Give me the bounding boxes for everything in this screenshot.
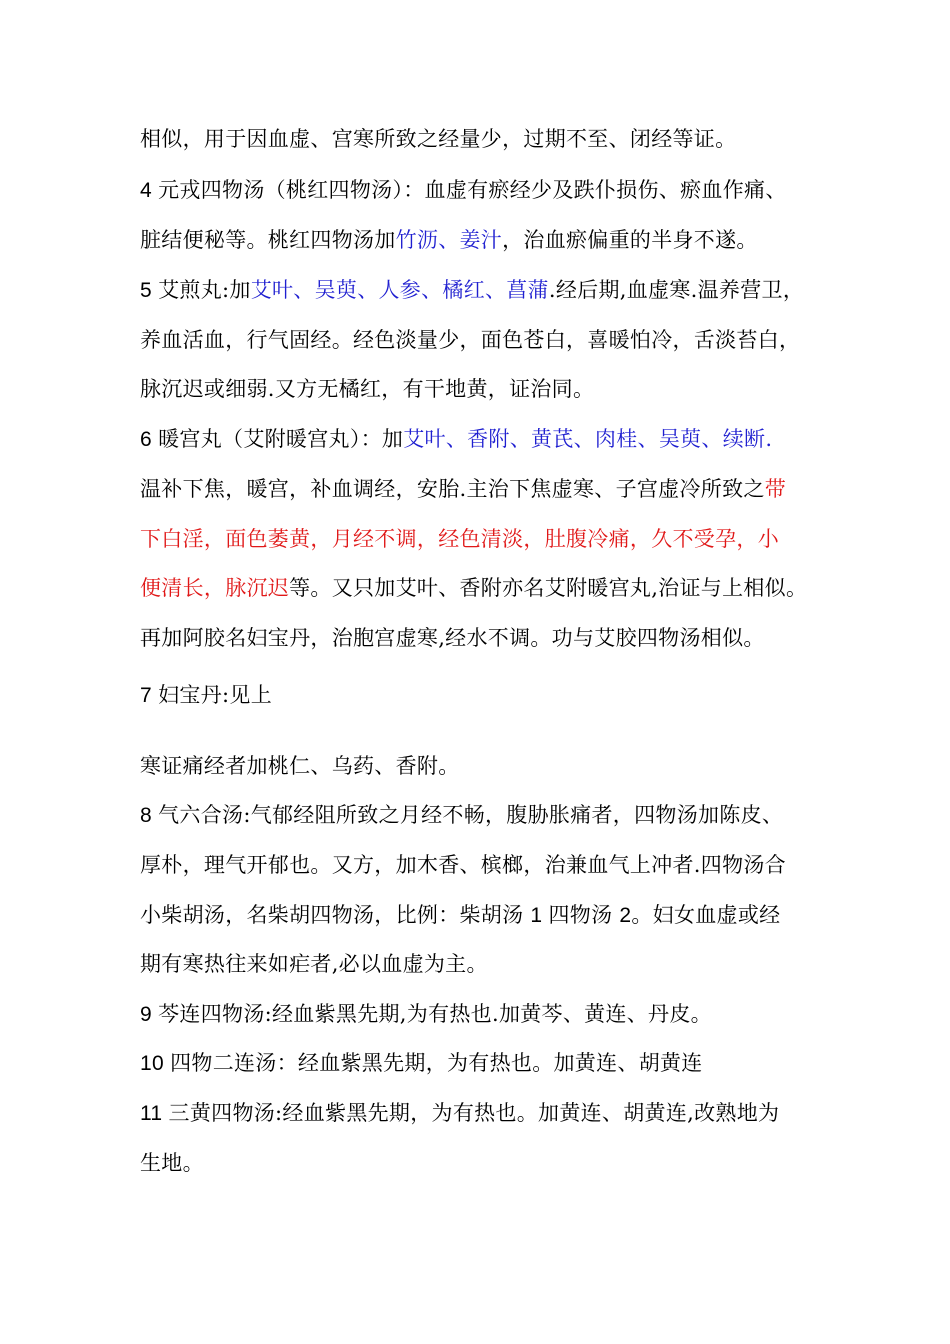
text-line-15 (140, 847, 786, 883)
text-segment: 三黄四物汤:经血紫黑先期，为有热也。加黄连、胡黄连,改熟地为 (168, 1101, 780, 1125)
highlight-blue: 竹沥、姜汁 (395, 228, 503, 252)
highlight-blue: 艾叶、吴萸、人参、橘红、菖蒲 (250, 278, 549, 302)
text-line-4 (140, 272, 804, 308)
ratio-number: 1 (530, 904, 549, 927)
text-segment: 生地。 (140, 1151, 204, 1175)
text-line-14 (140, 797, 783, 833)
item-number-10: 10 (140, 1052, 171, 1075)
highlight-red: 带 (764, 477, 786, 501)
item-number-6: 6 (140, 428, 159, 451)
text-line-18 (140, 996, 712, 1032)
text-segment: 相似，用于因血虚、宫寒所致之经量少，过期不至、闭经等证。 (140, 127, 737, 151)
text-line-3 (140, 222, 758, 258)
text-segment: 气六合汤:气郁经阻所致之月经不畅，腹胁胀痛者，四物汤加陈皮、 (158, 803, 784, 827)
item-number-7: 7 (140, 684, 159, 707)
text-line-11 (140, 620, 765, 656)
text-segment: 再加阿胶名妇宝丹，治胞宫虚寒,经水不调。功与艾胶四物汤相似。 (140, 626, 765, 650)
text-line-6 (140, 371, 594, 407)
text-segment: 脉沉迟或细弱.又方无橘红，有干地黄，证治同。 (140, 377, 595, 401)
text-line-10 (140, 570, 807, 606)
text-line-2 (140, 172, 787, 208)
text-segment: 妇宝丹:见上 (158, 683, 272, 707)
text-segment: 期有寒热往来如疟者,必以血虚为主。 (140, 952, 488, 976)
text-line-9 (140, 521, 779, 557)
text-segment: 元戎四物汤（桃红四物汤）：血虚有瘀经少及跌仆损伤、瘀血作痛、 (158, 178, 787, 202)
item-number-11: 11 (140, 1102, 169, 1125)
text-line-21 (140, 1145, 204, 1181)
text-segment: ，治血瘀偏重的半身不遂。 (502, 228, 758, 252)
highlight-blue: 艾叶、香附、黄芪、肉桂、吴萸、续断. (403, 427, 773, 451)
text-line-20 (140, 1095, 779, 1131)
item-number-9: 9 (140, 1003, 159, 1026)
text-segment: 脏结便秘等。桃红四物汤加 (140, 228, 396, 252)
text-segment: 寒证痛经者加桃仁、乌药、香附。 (140, 754, 460, 778)
text-segment: 小柴胡汤，名柴胡四物汤，比例：柴胡汤 (140, 903, 531, 927)
text-segment: 养血活血，行气固经。经色淡量少，面色苍白，喜暖怕冷，舌淡苔白， (140, 328, 801, 352)
text-line-1 (140, 121, 736, 157)
text-line-5 (140, 322, 800, 358)
text-line-12 (140, 677, 272, 713)
highlight-red: 便清长，脉沉迟 (140, 576, 290, 600)
text-line-13 (140, 748, 460, 784)
text-segment: 温补下焦，暖宫，补血调经，安胎.主治下焦虚寒、子宫虚冷所致之 (140, 477, 765, 501)
item-number-8: 8 (140, 804, 159, 827)
text-line-8 (140, 471, 786, 507)
highlight-red: 下白淫，面色萎黄，月经不调，经色清淡，肚腹冷痛，久不受孕，小 (140, 527, 779, 551)
text-segment: 四物二连汤：经血紫黑先期，为有热也。加黄连、胡黄连 (170, 1051, 703, 1075)
text-line-7 (140, 421, 772, 457)
text-line-19 (140, 1045, 703, 1081)
item-number-4: 4 (140, 179, 159, 202)
text-segment: 芩连四物汤:经血紫黑先期,为有热也.加黄芩、黄连、丹皮。 (158, 1002, 712, 1026)
text-segment: 。妇女血虚或经 (631, 903, 781, 927)
text-line-16 (140, 897, 780, 933)
item-number-5: 5 (140, 279, 159, 302)
text-line-17 (140, 946, 488, 982)
text-segment: 艾煎丸:加 (158, 278, 251, 302)
text-segment: .经后期,血虚寒.温养营卫， (548, 278, 805, 302)
ratio-number: 2 (619, 904, 632, 927)
text-segment: 四物汤 (548, 903, 620, 927)
text-segment: 厚朴，理气开郁也。又方，加木香、槟榔，治兼血气上冲者.四物汤合 (140, 853, 786, 877)
text-segment: 等。又只加艾叶、香附亦名艾附暖宫丸,治证与上相似。 (289, 576, 808, 600)
text-segment: 暖宫丸（艾附暖宫丸）：加 (158, 427, 404, 451)
